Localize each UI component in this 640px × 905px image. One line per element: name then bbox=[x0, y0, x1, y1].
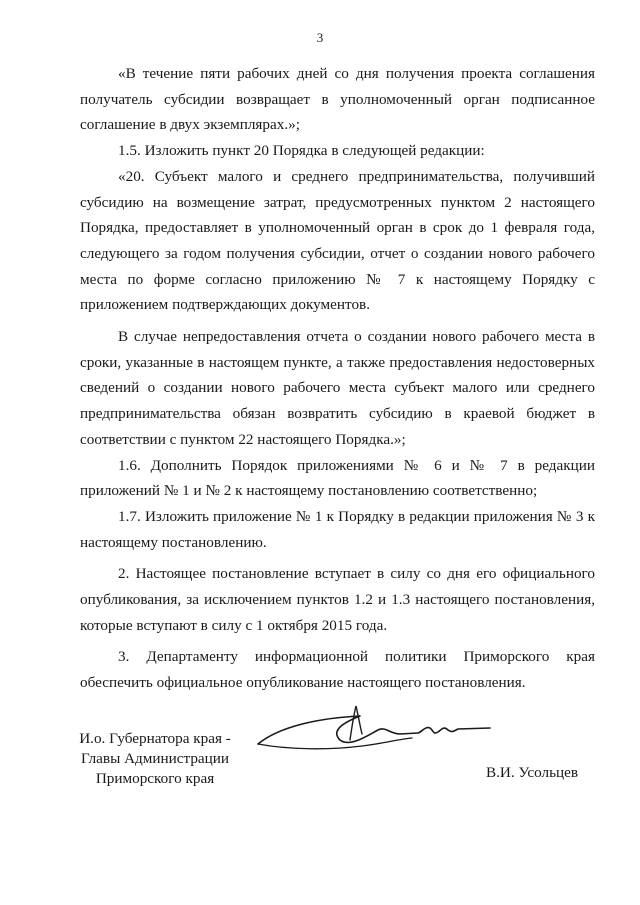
paragraph-item-1-6: 1.6. Дополнить Порядок приложениями № 6 и № 7 в редакции приложений № 1 и № 2 к настоящему постановлению соответственно; bbox=[80, 456, 595, 500]
paragraph-item-3: 3. Департаменту информационной политики Приморского края обеспечить официальное опубликование настоящего постановления. bbox=[80, 648, 595, 692]
page-number: 3 bbox=[316, 30, 324, 45]
signatory-title-line: Главы Администрации bbox=[80, 750, 230, 767]
signatory-name: В.И. Усольцев bbox=[486, 764, 579, 781]
signatory-title-line: И.о. Губернатора края - bbox=[79, 730, 231, 747]
signature-block bbox=[70, 729, 610, 789]
paragraph-item-1-5: 1.5. Изложить пункт 20 Порядка в следующей редакции: bbox=[118, 142, 485, 160]
paragraph-agreement-return: «В течение пяти рабочих дней со дня получения проекта соглашения получатель субсидии возвращает в уполномоченный орган подписанное соглашение в двух экземплярах.»; bbox=[80, 65, 595, 134]
signatory-title-line: Приморского края bbox=[95, 770, 215, 787]
document-body bbox=[80, 61, 595, 696]
signatory-title bbox=[70, 729, 240, 789]
handwritten-signature bbox=[250, 704, 550, 764]
paragraph-non-submission: В случае непредоставления отчета о создании нового рабочего места в сроки, указанные в настоящем пункте, а также предоставления недостоверных сведений о создании нового рабочего места субъект малого или среднего предпринимательства обязан возвратить субсидию в краевой бюджет в соответствии с пунктом 22 настоящего Порядка.»; bbox=[80, 328, 595, 448]
paragraph-item-20: «20. Субъект малого и среднего предпринимательства, получивший субсидию на возмещение затрат, предусмотренных пунктом 2 настоящего Порядка, предоставляет в уполномоченный орган в срок до 1 февраля года, следующего за годом получения субсидии, отчет о создании нового рабочего места по форме согласно приложению № 7 к настоящему Порядку с приложением подтверждающих документов. bbox=[80, 167, 595, 314]
paragraph-item-2: 2. Настоящее постановление вступает в силу со дня его официального опубликования, за исключением пунктов 1.2 и 1.3 настоящего постановления, которые вступают в силу с 1 октября 2015 года. bbox=[80, 565, 595, 634]
paragraph-item-1-7: 1.7. Изложить приложение № 1 к Порядку в редакции приложения № 3 к настоящему постановлению. bbox=[80, 507, 595, 551]
